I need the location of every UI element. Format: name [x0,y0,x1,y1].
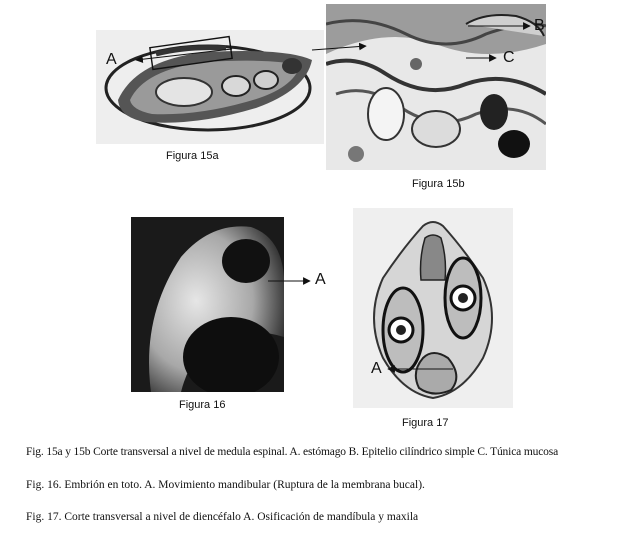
legend-fig16: Fig. 16. Embrión en toto. A. Movimiento mandibular (Ruptura de la membrana bucal). [26,479,425,491]
legend-fig17: Fig. 17. Corte transversal a nivel de diencéfalo A. Osificación de mandíbula y maxila [26,511,419,523]
figure-15b-caption: Figura 15b [412,178,465,190]
figure-17-label-a: A [371,360,382,377]
figure-15a-caption: Figura 15a [166,150,219,162]
arrow-15a-a [136,49,232,60]
figure-16-caption: Figura 16 [179,399,226,411]
figure-17-caption: Figura 17 [402,417,449,429]
figure-15b-label-c: C [503,49,515,66]
arrow-15a-to-15b [312,46,366,50]
legend-fig15: Fig. 15a y 15b Corte transversal a nivel de medula espinal. A. estómago B. Epitelio cilíndrico simple C. Túnica mucosa [26,446,559,458]
figure-16-label-a: A [315,271,326,288]
figure-15a-label-a: A [106,51,117,68]
figure-15b-label-b: B [534,17,545,34]
